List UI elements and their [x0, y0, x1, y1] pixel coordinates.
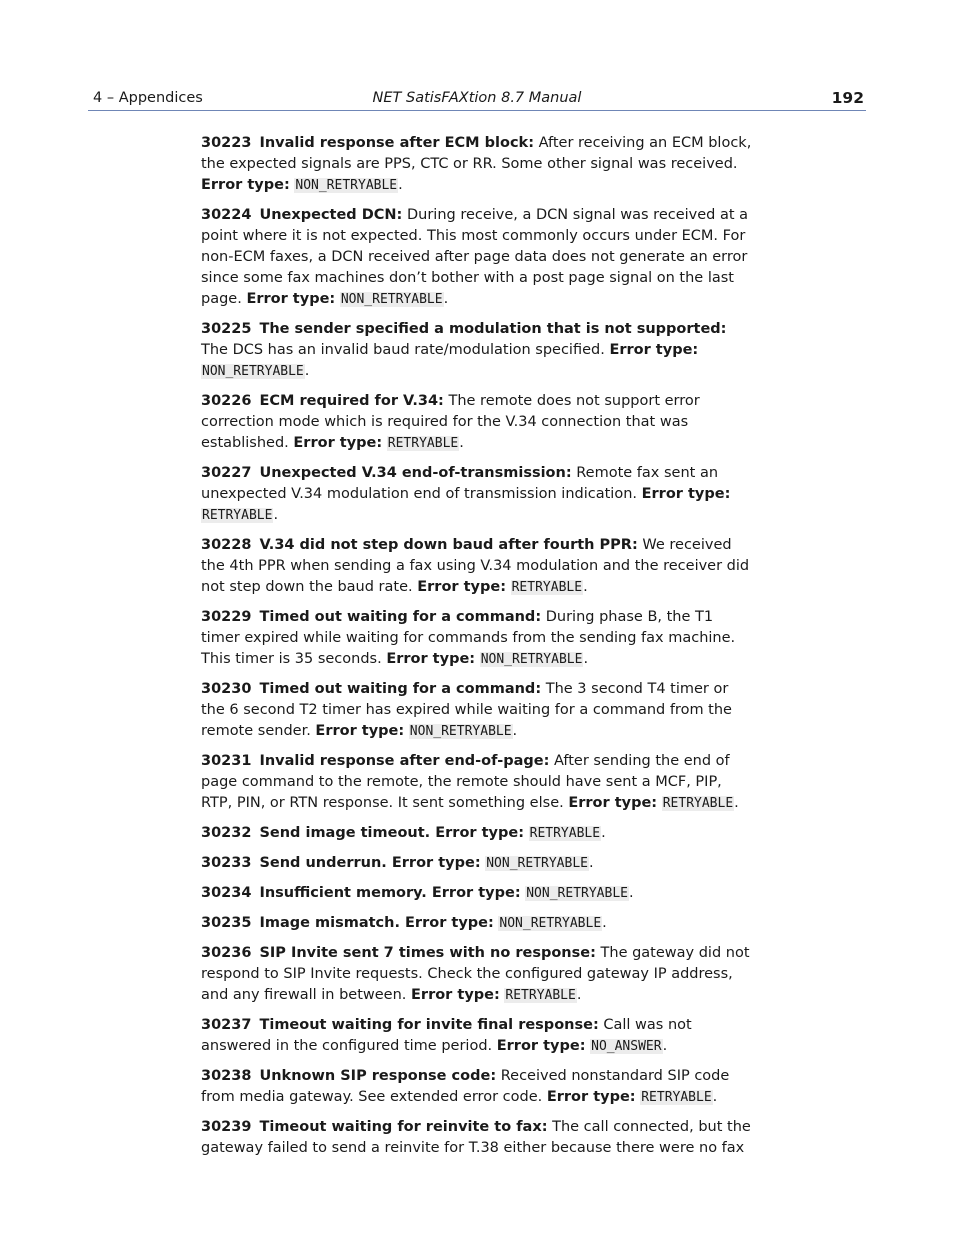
error-type-value: NON_RETRYABLE — [202, 364, 304, 379]
error-title: Timeout waiting for invite final response: — [259, 1017, 599, 1033]
error-description: During receive, a DCN signal was received at a point where it is not expected. This most commonly occurs under ECM. For non-ECM faxes, a DCN received after page data does not generate an error since some fax machines don’t bother with a post page signal on the last page. — [201, 207, 749, 307]
error-description: Call was not answered in the configured time period. — [201, 1017, 692, 1054]
error-type-label: Error type: — [435, 825, 525, 841]
error-entry: 30225 The sender specified a modulation that is not supported: The DCS has an invalid baud rate/modulation specified. Error type: NON_RETRYABLE. — [201, 321, 727, 379]
error-entry: 30233 Send underrun. Error type: NON_RETRYABLE. — [201, 855, 594, 871]
error-type-label: Error type: — [431, 885, 521, 901]
error-code: 30225 — [201, 321, 252, 337]
error-description: The gateway did not respond to SIP Invite requests. Check the configured gateway IP address, and any firewall in between. — [201, 945, 750, 1003]
error-title: Timeout waiting for reinvite to fax: — [259, 1119, 548, 1135]
error-type-value: NON_RETRYABLE — [499, 916, 602, 931]
error-type-label: Error type: — [417, 579, 506, 595]
error-type-value: NON_RETRYABLE — [486, 856, 588, 871]
error-title: Insufficient memory. — [259, 885, 427, 901]
error-type-value: NON_RETRYABLE — [526, 886, 628, 901]
error-entry: 30230 Timed out waiting for a command: The 3 second T4 timer or the 6 second T2 timer has expired while waiting for a command from the remote sender. Error type: NON_RETRYABLE. — [201, 681, 732, 739]
error-title: Send underrun. — [259, 855, 387, 871]
error-type-value: RETRYABLE — [641, 1090, 712, 1105]
error-type-value: RETRYABLE — [662, 796, 734, 811]
error-entry: 30224 Unexpected DCN: During receive, a DCN signal was received at a point where it is not expected. This most commonly occurs under ECM. For non-ECM faxes, a DCN received after page data does not generate an error since some fax machines don’t bother with a post page signal on the last page. Error type: NON_RETRYABLE. — [201, 207, 749, 307]
error-entry: 30227 Unexpected V.34 end-of-transmission: Remote fax sent an unexpected V.34 modulation end of transmission indication. Error type: RETRYABLE. — [201, 465, 731, 523]
error-description: After receiving an ECM block, the expected signals are PPS, CTC or RR. Some other signal was received. — [201, 135, 752, 172]
error-code-list — [201, 133, 753, 1168]
error-title: The sender specified a modulation that is not supported: — [259, 321, 727, 337]
error-entry: 30234 Insufficient memory. Error type: NON_RETRYABLE. — [201, 885, 634, 901]
error-type-label: Error type: — [246, 291, 336, 307]
error-title: Send image timeout. — [259, 825, 431, 841]
manual-title: NET SatisFAXtion 8.7 Manual — [372, 90, 582, 106]
error-code: 30233 — [201, 855, 252, 871]
error-title: ECM required for V.34: — [259, 393, 444, 409]
error-entry: 30231 Invalid response after end-of-page: After sending the end of page command to the remote, the remote should have sent a MCF, PIP, RTP, PIN, or RTN response. It sent something else. Error type: RETRYABLE. — [201, 753, 739, 811]
error-entry: 30223 Invalid response after ECM block: After receiving an ECM block, the expected signals are PPS, CTC or RR. Some other signal was received. Error type: NON_RETRYABLE. — [201, 135, 752, 193]
error-description: The DCS has an invalid baud rate/modulation specified. — [201, 342, 610, 358]
error-title: Unknown SIP response code: — [259, 1068, 497, 1084]
error-code: 30231 — [201, 753, 252, 769]
error-title: SIP Invite sent 7 times with no response: — [259, 945, 596, 961]
error-type-value: RETRYABLE — [505, 988, 576, 1003]
error-description: After sending the end of page command to the remote, the remote should have sent a MCF, PIP, RTP, PIN, or RTN response. It sent something else. — [201, 753, 730, 811]
error-entry: 30235 Image mismatch. Error type: NON_RETRYABLE. — [201, 915, 607, 931]
error-title: Image mismatch. — [259, 915, 400, 931]
error-title: Timed out waiting for a command: — [259, 609, 542, 625]
error-title: Unexpected V.34 end-of-transmission: — [259, 465, 572, 481]
error-type-label: Error type: — [386, 651, 476, 667]
error-type-value: RETRYABLE — [387, 436, 459, 451]
page-number: 192 — [831, 89, 864, 107]
error-type-value: NO_ANSWER — [591, 1039, 662, 1054]
error-type-label: Error type: — [315, 723, 405, 739]
error-entry: 30229 Timed out waiting for a command: During phase B, the T1 timer expired while waiting for commands from the sending fax machine. This timer is 35 seconds. Error type: NON_RETRYABLE. — [201, 609, 736, 667]
error-code: 30232 — [201, 825, 252, 841]
error-code: 30229 — [201, 609, 252, 625]
error-description: Remote fax sent an unexpected V.34 modulation end of transmission indication. — [201, 465, 719, 502]
error-code: 30223 — [201, 135, 252, 151]
error-code: 30239 — [201, 1119, 252, 1135]
error-type-label: Error type: — [641, 486, 731, 502]
error-entry: 30232 Send image timeout. Error type: RETRYABLE. — [201, 825, 606, 841]
error-description: The remote does not support error correction mode which is required for the V.34 connection that was established. — [201, 393, 700, 451]
error-type-value: NON_RETRYABLE — [480, 652, 583, 667]
error-code: 30226 — [201, 393, 252, 409]
error-type-value: RETRYABLE — [529, 826, 601, 841]
error-entry: 30238 Unknown SIP response code: Received nonstandard SIP code from media gateway. See extended error code. Error type: RETRYABLE. — [201, 1068, 730, 1105]
error-type-value: RETRYABLE — [202, 508, 273, 523]
error-entry: 30226 ECM required for V.34: The remote does not support error correction mode which is required for the V.34 connection that was established. Error type: RETRYABLE. — [201, 393, 700, 451]
page-header — [88, 88, 866, 111]
error-type-label: Error type: — [546, 1089, 636, 1105]
error-code: 30230 — [201, 681, 252, 697]
error-title: Invalid response after ECM block: — [259, 135, 534, 151]
error-type-label: Error type: — [293, 435, 383, 451]
error-code: 30224 — [201, 207, 252, 223]
error-description: The 3 second T4 timer or the 6 second T2 timer has expired while waiting for a command from the remote sender. — [201, 681, 732, 739]
error-code: 30238 — [201, 1068, 252, 1084]
error-title: Unexpected DCN: — [259, 207, 403, 223]
error-code: 30227 — [201, 465, 252, 481]
error-type-value: NON_RETRYABLE — [409, 724, 512, 739]
error-type-value: NON_RETRYABLE — [295, 178, 398, 193]
error-type-label: Error type: — [405, 915, 494, 931]
error-entry: 30228 V.34 did not step down baud after fourth PPR: We received the 4th PPR when sending a fax using V.34 modulation and the receiver did not step down the baud rate. Error type: RETRYABLE. — [201, 537, 750, 595]
error-title: V.34 did not step down baud after fourth PPR: — [259, 537, 638, 553]
error-type-value: RETRYABLE — [511, 580, 583, 595]
error-code: 30234 — [201, 885, 252, 901]
error-title: Invalid response after end-of-page: — [259, 753, 550, 769]
section-label: 4 – Appendices — [93, 90, 203, 106]
error-type-label: Error type: — [391, 855, 481, 871]
error-type-label: Error type: — [411, 987, 500, 1003]
error-type-label: Error type: — [201, 177, 290, 193]
error-code: 30235 — [201, 915, 252, 931]
error-title: Timed out waiting for a command: — [259, 681, 542, 697]
error-description: Received nonstandard SIP code from media gateway. See extended error code. — [201, 1068, 730, 1105]
error-description: The call connected, but the gateway failed to send a reinvite for T.38 either because there were no fax — [201, 1119, 751, 1156]
error-type-value: NON_RETRYABLE — [340, 292, 443, 307]
error-code: 30237 — [201, 1017, 252, 1033]
error-entry: 30237 Timeout waiting for invite final response: Call was not answered in the configured time period. Error type: NO_ANSWER. — [201, 1017, 692, 1054]
error-code: 30236 — [201, 945, 252, 961]
error-description: During phase B, the T1 timer expired while waiting for commands from the sending fax machine. This timer is 35 seconds. — [201, 609, 736, 667]
error-code: 30228 — [201, 537, 252, 553]
error-entry: 30236 SIP Invite sent 7 times with no response: The gateway did not respond to SIP Invite requests. Check the configured gateway IP address, and any firewall in between. Error type: RETRYABLE. — [201, 945, 750, 1003]
error-type-label: Error type: — [609, 342, 699, 358]
error-type-label: Error type: — [496, 1038, 586, 1054]
error-description: We received the 4th PPR when sending a fax using V.34 modulation and the receiver did not step down the baud rate. — [201, 537, 750, 595]
error-entry — [201, 1117, 753, 1159]
error-type-label: Error type: — [568, 795, 658, 811]
